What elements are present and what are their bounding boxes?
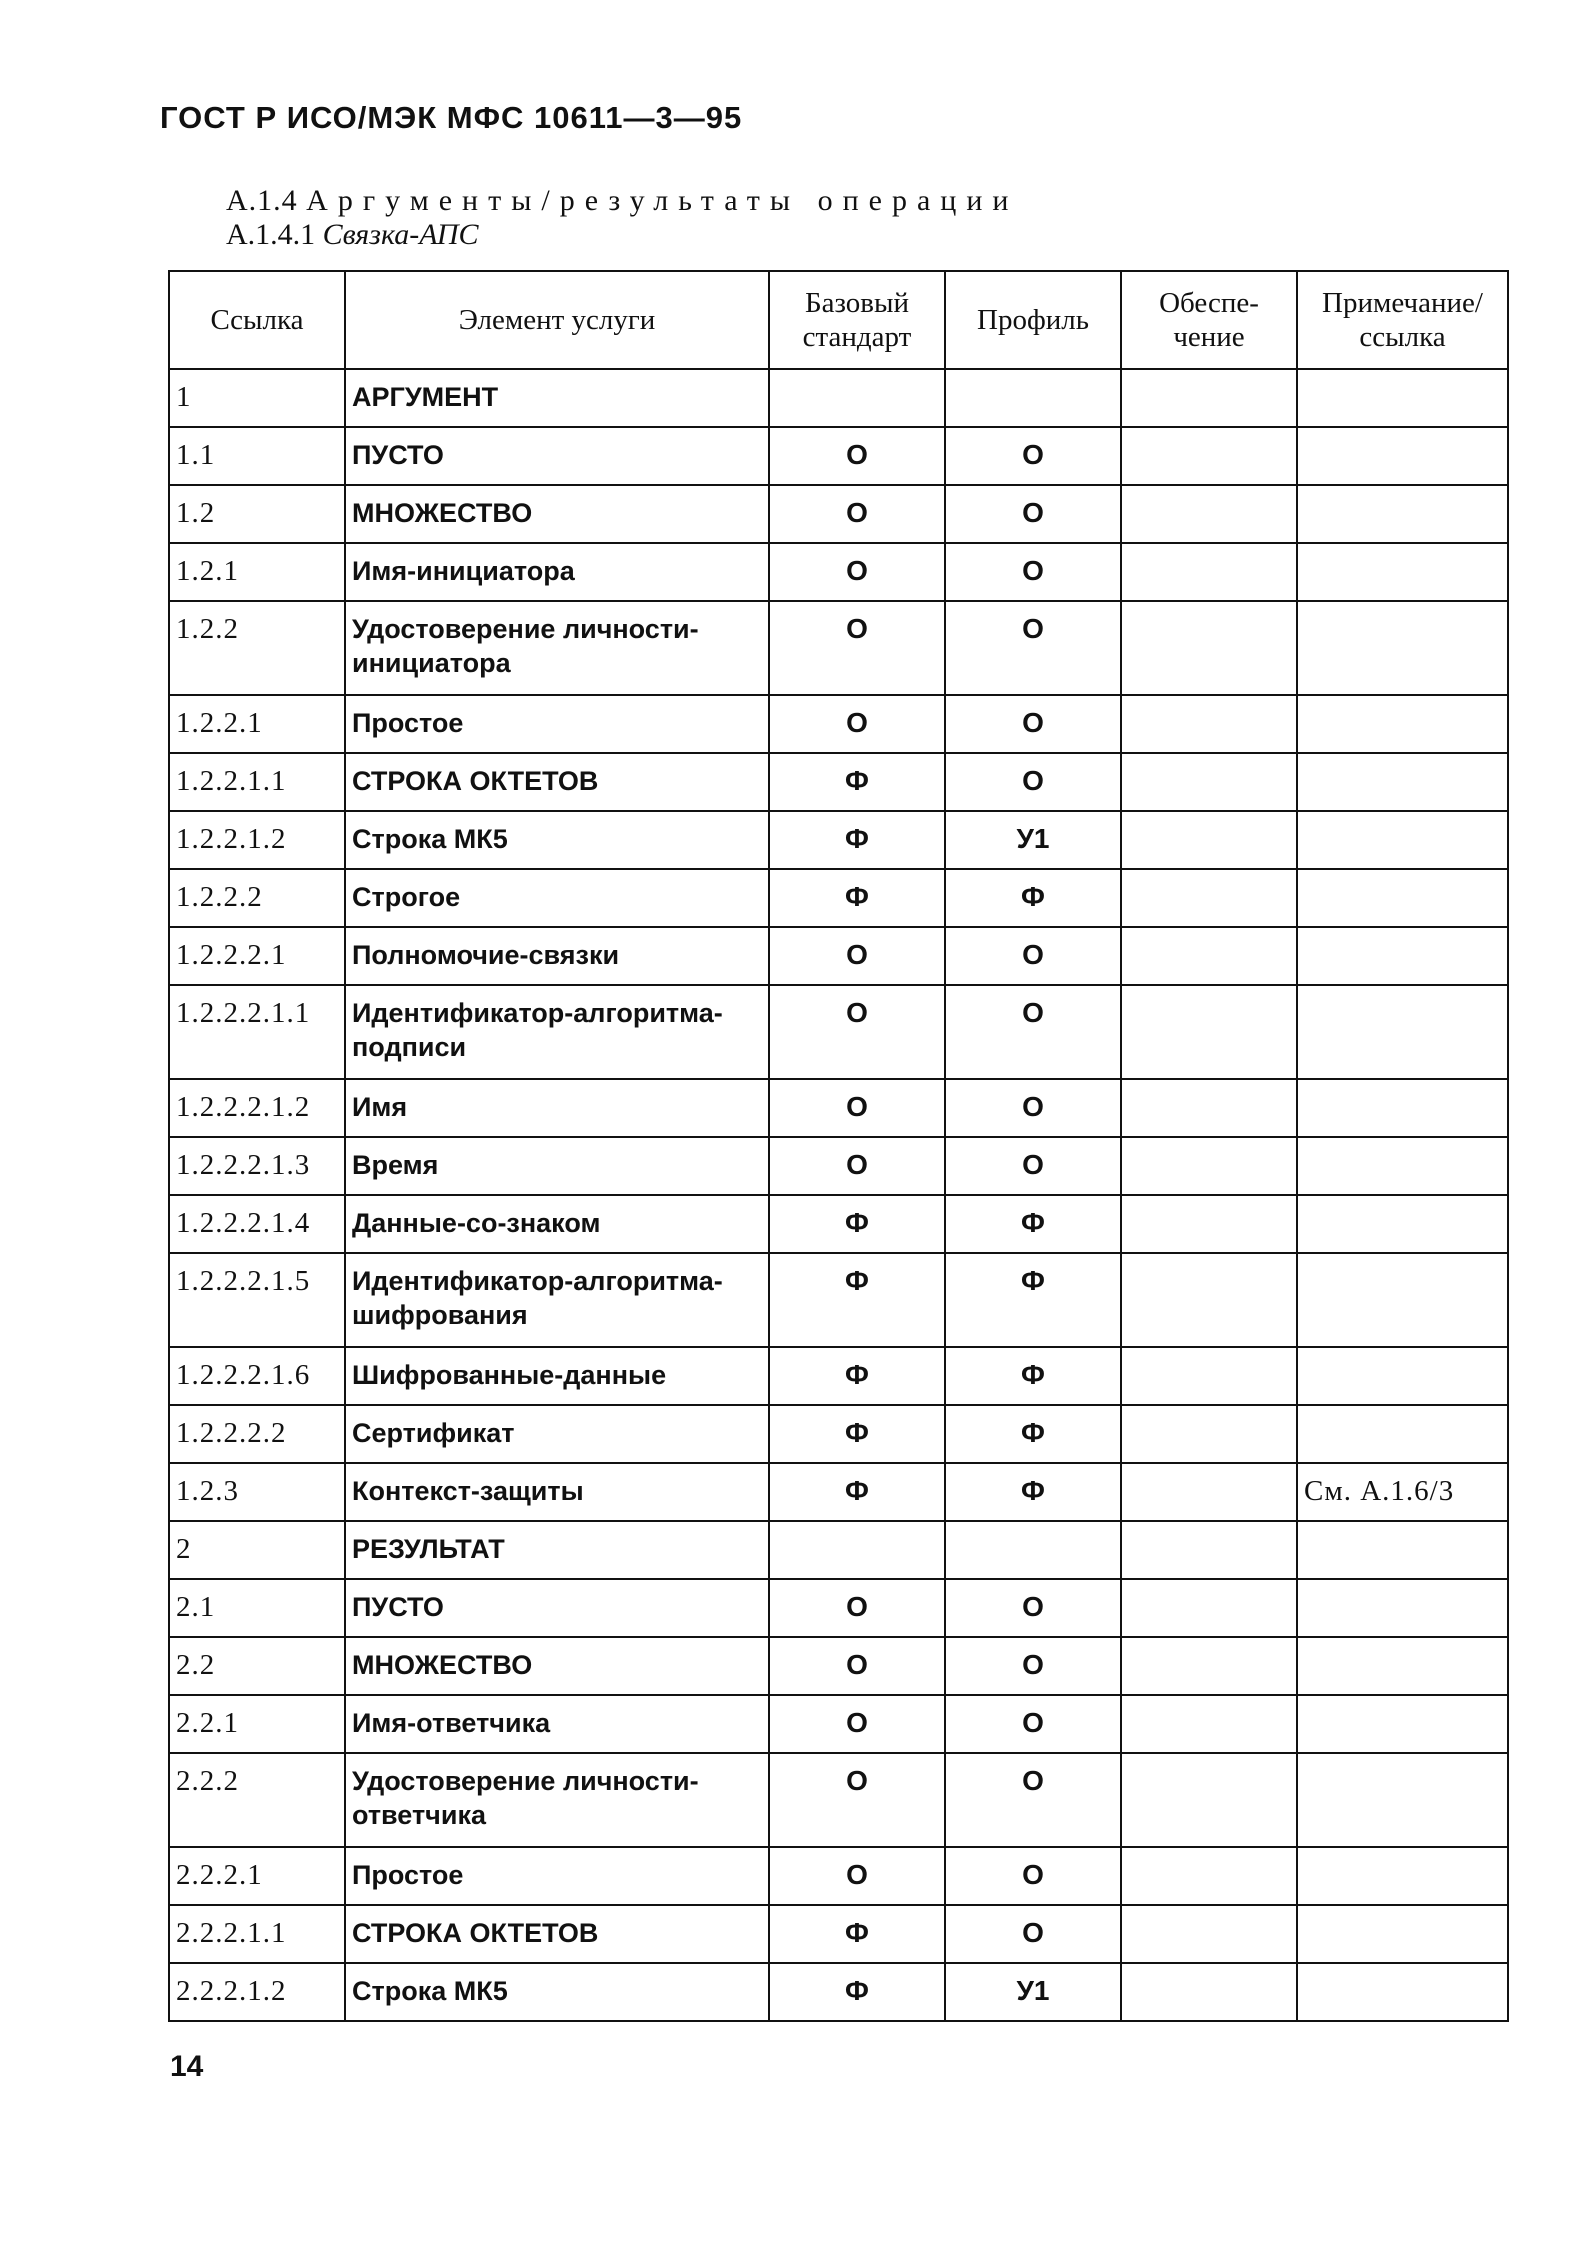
base-standard-cell: Ф <box>769 1463 945 1521</box>
support-cell <box>1121 1753 1297 1847</box>
base-standard-cell: Ф <box>769 1963 945 2021</box>
table-row <box>169 753 1508 811</box>
reference-cell: 1.2.3 <box>169 1463 345 1521</box>
base-standard-cell: О <box>769 1847 945 1905</box>
profile-cell: Ф <box>945 1347 1121 1405</box>
base-standard-cell: Ф <box>769 1405 945 1463</box>
column-header-note: Примечание/ссылка <box>1297 271 1508 369</box>
profile-cell: О <box>945 543 1121 601</box>
base-standard-cell: Ф <box>769 1253 945 1347</box>
support-cell <box>1121 869 1297 927</box>
support-cell <box>1121 695 1297 753</box>
service-element-cell: Время <box>345 1137 769 1195</box>
reference-cell: 2.2.2 <box>169 1753 345 1847</box>
reference-cell: 2 <box>169 1521 345 1579</box>
service-element-cell: РЕЗУЛЬТАТ <box>345 1521 769 1579</box>
table-row <box>169 1137 1508 1195</box>
support-cell <box>1121 1521 1297 1579</box>
note-cell <box>1297 1079 1508 1137</box>
reference-cell: 1.2.2.2.1.2 <box>169 1079 345 1137</box>
table-row <box>169 1253 1508 1347</box>
support-cell <box>1121 1405 1297 1463</box>
support-cell <box>1121 543 1297 601</box>
profile-cell: О <box>945 1579 1121 1637</box>
note-cell <box>1297 485 1508 543</box>
profile-cell: Ф <box>945 1405 1121 1463</box>
service-element-cell: Строка МК5 <box>345 811 769 869</box>
support-cell <box>1121 485 1297 543</box>
note-cell <box>1297 1347 1508 1405</box>
service-element-cell: Простое <box>345 1847 769 1905</box>
note-cell <box>1297 1847 1508 1905</box>
profile-cell: О <box>945 485 1121 543</box>
note-cell <box>1297 427 1508 485</box>
table-row <box>169 927 1508 985</box>
reference-cell: 2.2.1 <box>169 1695 345 1753</box>
base-standard-cell: Ф <box>769 869 945 927</box>
column-header-reference: Ссылка <box>169 271 345 369</box>
service-element-cell: МНОЖЕСТВО <box>345 1637 769 1695</box>
table-row <box>169 869 1508 927</box>
note-cell <box>1297 601 1508 695</box>
table-row <box>169 695 1508 753</box>
table-row <box>169 1195 1508 1253</box>
support-cell <box>1121 1579 1297 1637</box>
note-cell <box>1297 1963 1508 2021</box>
service-element-cell: Имя-инициатора <box>345 543 769 601</box>
base-standard-cell: Ф <box>769 753 945 811</box>
note-cell <box>1297 1253 1508 1347</box>
base-standard-cell: О <box>769 1137 945 1195</box>
profile-cell: Ф <box>945 869 1121 927</box>
note-cell <box>1297 1137 1508 1195</box>
subsection-number: А.1.4.1 <box>226 218 316 251</box>
service-element-cell: Удостоверение личности-инициатора <box>345 601 769 695</box>
table-body <box>169 369 1508 2021</box>
section-heading <box>226 184 1018 218</box>
service-element-cell: СТРОКА ОКТЕТОВ <box>345 753 769 811</box>
profile-cell <box>945 369 1121 427</box>
base-standard-cell: О <box>769 543 945 601</box>
support-cell <box>1121 927 1297 985</box>
reference-cell: 1.2.2.2.1.6 <box>169 1347 345 1405</box>
reference-cell: 1.2.2.2.1.1 <box>169 985 345 1079</box>
table-row <box>169 1905 1508 1963</box>
table-row <box>169 1637 1508 1695</box>
profile-cell: О <box>945 1695 1121 1753</box>
reference-cell: 1.2.2.2.1.3 <box>169 1137 345 1195</box>
table-row <box>169 1079 1508 1137</box>
service-element-cell: Контекст-защиты <box>345 1463 769 1521</box>
profile-cell: О <box>945 695 1121 753</box>
profile-cell <box>945 1521 1121 1579</box>
table-row <box>169 485 1508 543</box>
support-cell <box>1121 1463 1297 1521</box>
base-standard-cell: О <box>769 485 945 543</box>
profile-cell: О <box>945 927 1121 985</box>
base-standard-cell: О <box>769 427 945 485</box>
base-standard-cell: О <box>769 985 945 1079</box>
subsection-heading <box>226 218 479 252</box>
note-cell <box>1297 869 1508 927</box>
table-header-row <box>169 271 1508 369</box>
base-standard-cell: О <box>769 1695 945 1753</box>
support-cell <box>1121 1905 1297 1963</box>
reference-cell: 2.2.2.1 <box>169 1847 345 1905</box>
reference-cell: 2.1 <box>169 1579 345 1637</box>
reference-cell: 1.2.2 <box>169 601 345 695</box>
support-cell <box>1121 1695 1297 1753</box>
base-standard-cell: Ф <box>769 1347 945 1405</box>
note-cell <box>1297 369 1508 427</box>
support-cell <box>1121 1637 1297 1695</box>
note-cell <box>1297 1753 1508 1847</box>
reference-cell: 1.2.2.2.1 <box>169 927 345 985</box>
column-header-support: Обеспе-чение <box>1121 271 1297 369</box>
base-standard-cell <box>769 369 945 427</box>
support-cell <box>1121 1137 1297 1195</box>
service-element-cell: Строгое <box>345 869 769 927</box>
service-element-cell: Идентификатор-алгоритма-подписи <box>345 985 769 1079</box>
profile-cell: О <box>945 985 1121 1079</box>
table-row <box>169 1579 1508 1637</box>
table-row <box>169 985 1508 1079</box>
profile-cell: О <box>945 1905 1121 1963</box>
base-standard-cell <box>769 1521 945 1579</box>
note-cell <box>1297 1195 1508 1253</box>
base-standard-cell: Ф <box>769 1195 945 1253</box>
service-element-cell: ПУСТО <box>345 1579 769 1637</box>
service-element-cell: Данные-со-знаком <box>345 1195 769 1253</box>
note-cell <box>1297 1637 1508 1695</box>
reference-cell: 2.2.2.1.2 <box>169 1963 345 2021</box>
table-row <box>169 1521 1508 1579</box>
reference-cell: 1.2.1 <box>169 543 345 601</box>
service-element-cell: Строка МК5 <box>345 1963 769 2021</box>
table-row <box>169 1753 1508 1847</box>
profile-cell: Ф <box>945 1253 1121 1347</box>
support-cell <box>1121 1079 1297 1137</box>
section-title: Аргументы/результаты операции <box>306 184 1019 217</box>
column-header-service-element: Элемент услуги <box>345 271 769 369</box>
reference-cell: 1 <box>169 369 345 427</box>
profile-cell: О <box>945 1079 1121 1137</box>
service-element-cell: Полномочие-связки <box>345 927 769 985</box>
service-element-cell: Сертификат <box>345 1405 769 1463</box>
service-element-cell: Простое <box>345 695 769 753</box>
reference-cell: 2.2 <box>169 1637 345 1695</box>
table-row <box>169 811 1508 869</box>
note-cell <box>1297 753 1508 811</box>
note-cell <box>1297 985 1508 1079</box>
reference-cell: 1.2.2.1 <box>169 695 345 753</box>
service-element-cell: Удостоверение личности-ответчика <box>345 1753 769 1847</box>
note-cell <box>1297 543 1508 601</box>
profile-cell: О <box>945 1137 1121 1195</box>
support-cell <box>1121 753 1297 811</box>
reference-cell: 1.2.2.2.1.5 <box>169 1253 345 1347</box>
support-cell <box>1121 811 1297 869</box>
reference-cell: 1.1 <box>169 427 345 485</box>
document-header: ГОСТ Р ИСО/МЭК МФС 10611—3—95 <box>160 100 743 135</box>
service-element-cell: Имя <box>345 1079 769 1137</box>
note-cell <box>1297 1695 1508 1753</box>
service-element-cell: Имя-ответчика <box>345 1695 769 1753</box>
arguments-results-table <box>168 270 1509 2022</box>
profile-cell: О <box>945 601 1121 695</box>
support-cell <box>1121 1195 1297 1253</box>
table-row <box>169 1695 1508 1753</box>
table-row <box>169 543 1508 601</box>
reference-cell: 1.2.2.2.1.4 <box>169 1195 345 1253</box>
service-element-cell: СТРОКА ОКТЕТОВ <box>345 1905 769 1963</box>
base-standard-cell: О <box>769 1637 945 1695</box>
subsection-title: Связка-АПС <box>322 218 479 251</box>
support-cell <box>1121 601 1297 695</box>
column-header-base-standard: Базовый стандарт <box>769 271 945 369</box>
reference-cell: 1.2.2.1.2 <box>169 811 345 869</box>
table-row <box>169 1347 1508 1405</box>
reference-cell: 1.2.2.2.2 <box>169 1405 345 1463</box>
section-number: А.1.4 <box>226 184 298 217</box>
base-standard-cell: О <box>769 1753 945 1847</box>
profile-cell: У1 <box>945 811 1121 869</box>
table-row <box>169 1463 1508 1521</box>
profile-cell: О <box>945 427 1121 485</box>
note-cell <box>1297 695 1508 753</box>
support-cell <box>1121 369 1297 427</box>
reference-cell: 1.2.2.1.1 <box>169 753 345 811</box>
base-standard-cell: Ф <box>769 811 945 869</box>
reference-cell: 1.2 <box>169 485 345 543</box>
service-element-cell: Идентификатор-алгоритма-шифрования <box>345 1253 769 1347</box>
service-element-cell: АРГУМЕНТ <box>345 369 769 427</box>
service-element-cell: МНОЖЕСТВО <box>345 485 769 543</box>
profile-cell: Ф <box>945 1195 1121 1253</box>
support-cell <box>1121 1253 1297 1347</box>
service-element-cell: ПУСТО <box>345 427 769 485</box>
table-row <box>169 1963 1508 2021</box>
profile-cell: О <box>945 1847 1121 1905</box>
page-number: 14 <box>170 2050 204 2083</box>
support-cell <box>1121 427 1297 485</box>
column-header-profile: Профиль <box>945 271 1121 369</box>
table-row <box>169 601 1508 695</box>
support-cell <box>1121 1963 1297 2021</box>
base-standard-cell: О <box>769 1579 945 1637</box>
base-standard-cell: О <box>769 927 945 985</box>
table-row <box>169 1405 1508 1463</box>
base-standard-cell: Ф <box>769 1905 945 1963</box>
table-row <box>169 1847 1508 1905</box>
note-cell <box>1297 1905 1508 1963</box>
support-cell <box>1121 985 1297 1079</box>
note-cell: См. А.1.6/3 <box>1297 1463 1508 1521</box>
note-cell <box>1297 1405 1508 1463</box>
note-cell <box>1297 1579 1508 1637</box>
support-cell <box>1121 1847 1297 1905</box>
table-row <box>169 369 1508 427</box>
base-standard-cell: О <box>769 695 945 753</box>
support-cell <box>1121 1347 1297 1405</box>
service-element-cell: Шифрованные-данные <box>345 1347 769 1405</box>
note-cell <box>1297 927 1508 985</box>
reference-cell: 2.2.2.1.1 <box>169 1905 345 1963</box>
profile-cell: О <box>945 1637 1121 1695</box>
table-row <box>169 427 1508 485</box>
reference-cell: 1.2.2.2 <box>169 869 345 927</box>
base-standard-cell: О <box>769 1079 945 1137</box>
note-cell <box>1297 1521 1508 1579</box>
note-cell <box>1297 811 1508 869</box>
profile-cell: У1 <box>945 1963 1121 2021</box>
profile-cell: Ф <box>945 1463 1121 1521</box>
profile-cell: О <box>945 753 1121 811</box>
profile-cell: О <box>945 1753 1121 1847</box>
base-standard-cell: О <box>769 601 945 695</box>
